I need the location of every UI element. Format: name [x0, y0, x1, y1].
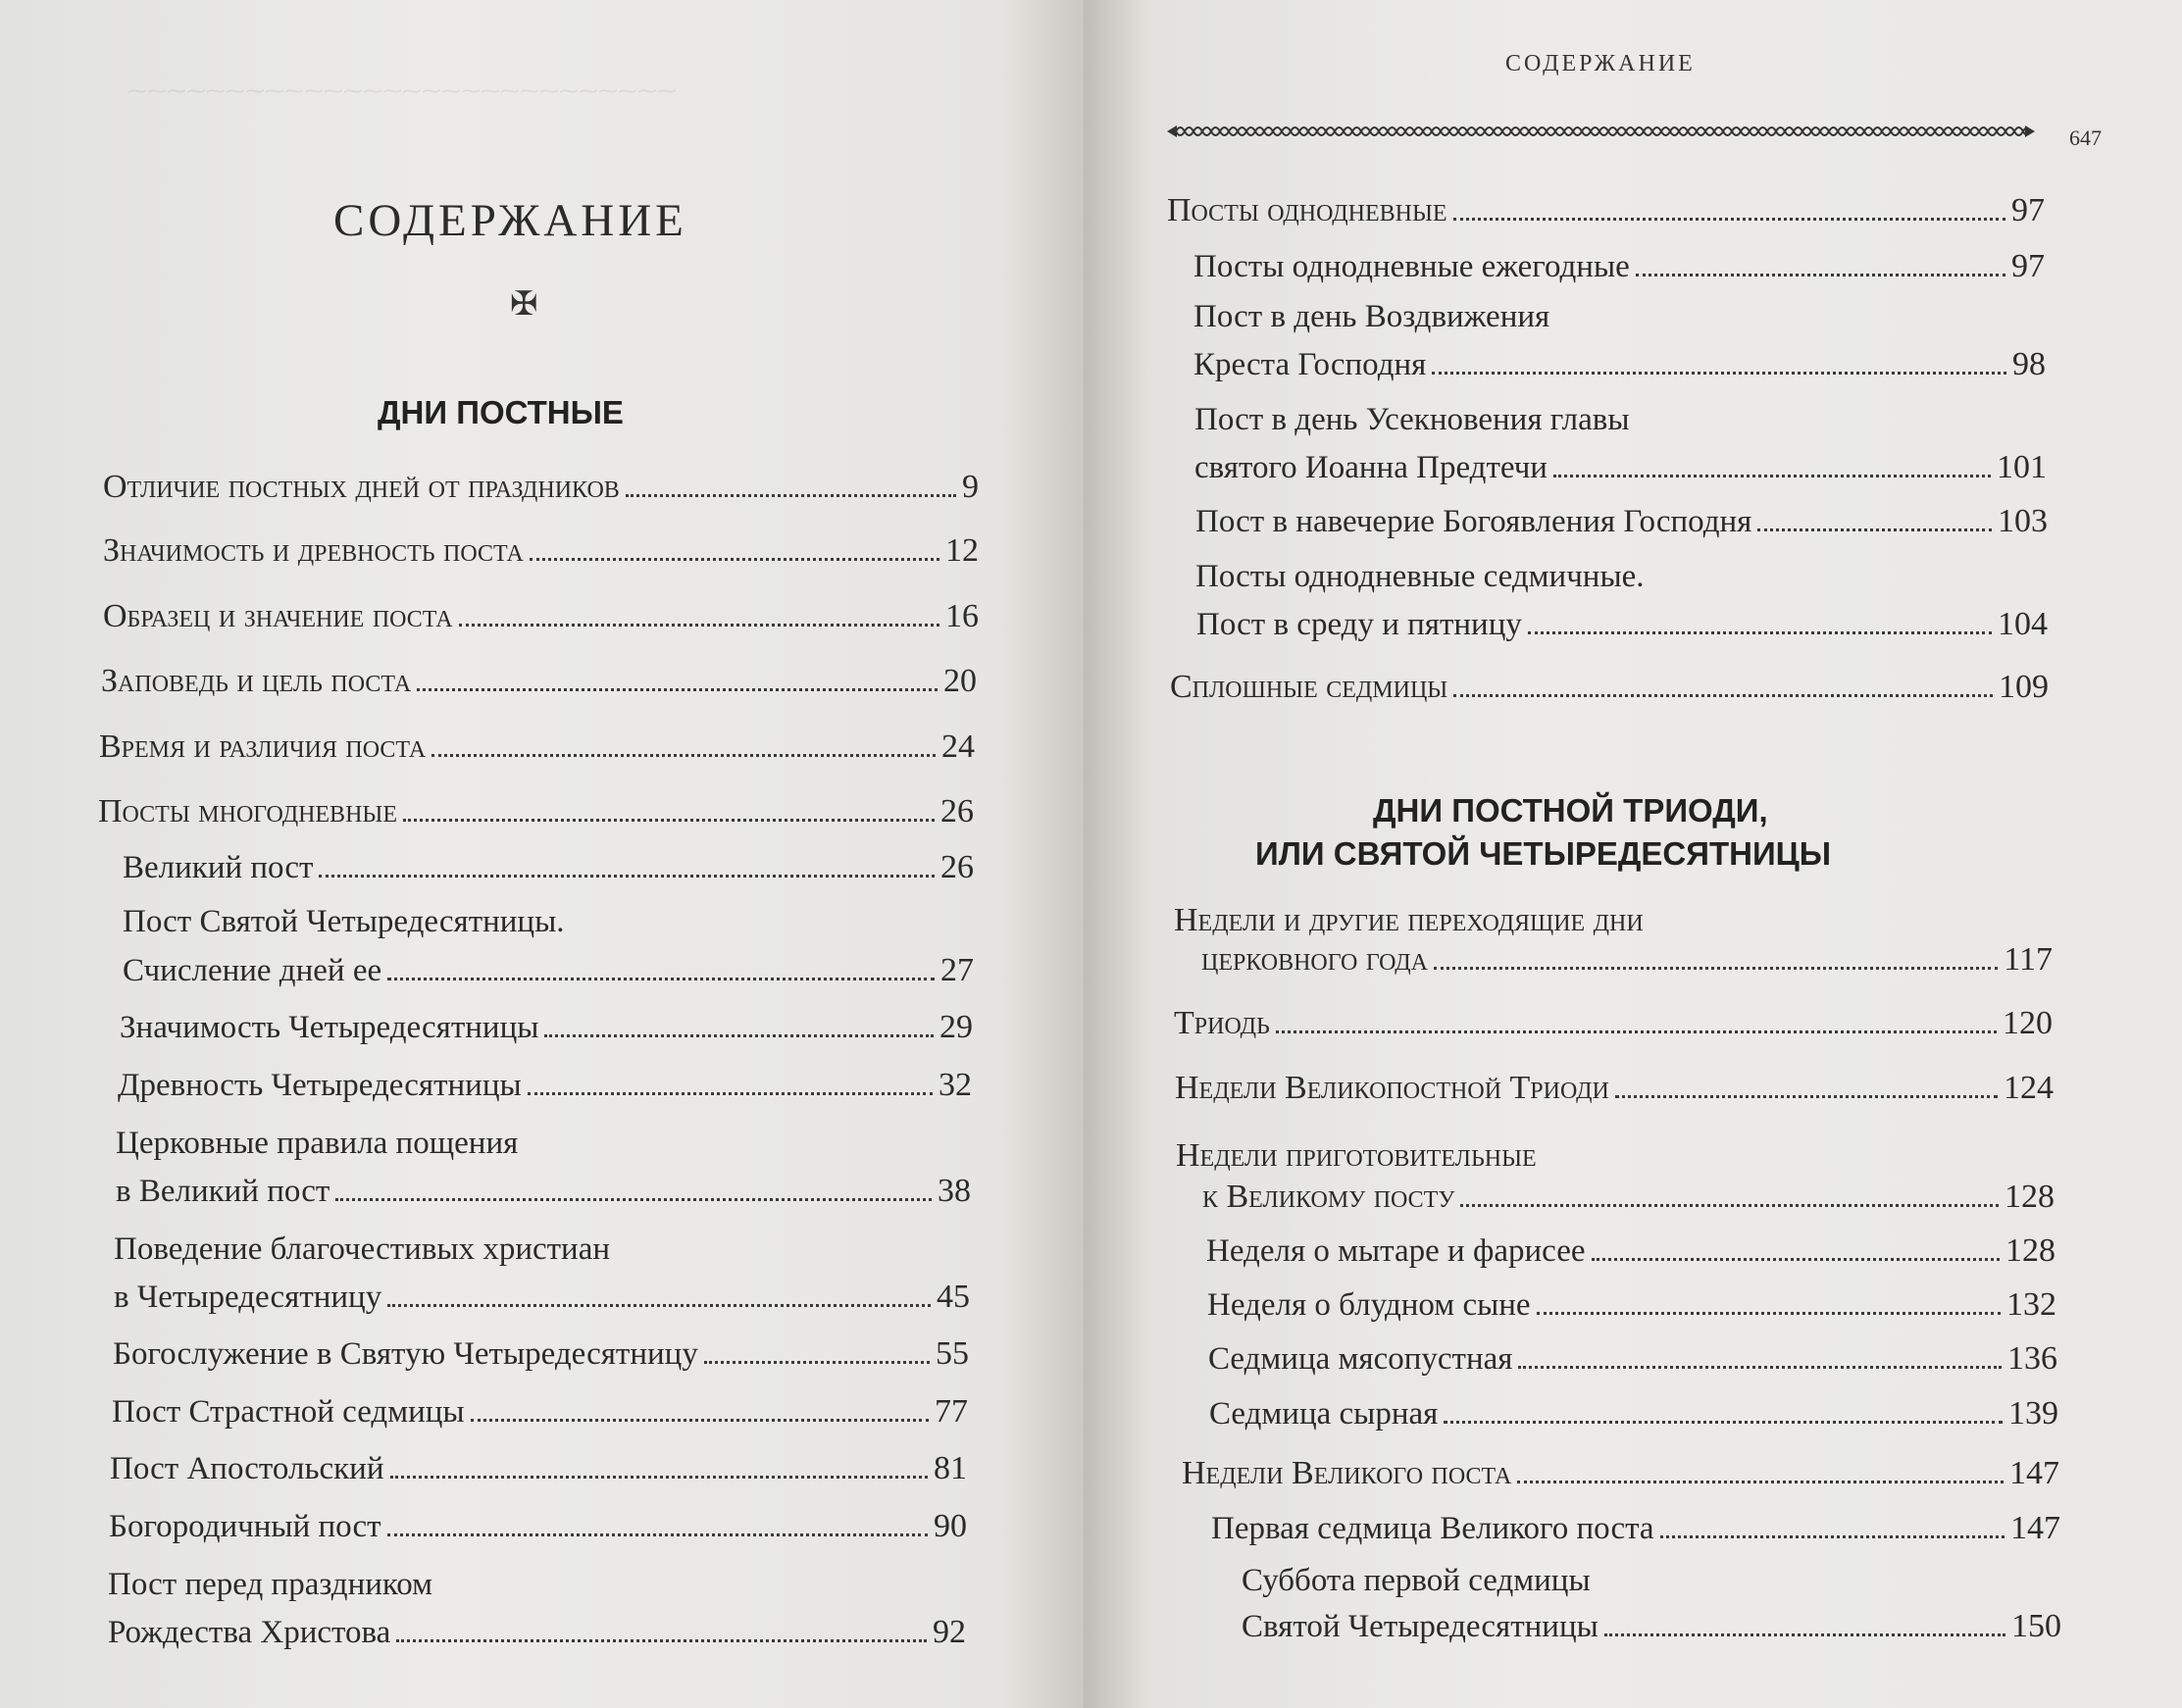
toc-entry-label: Неделя о блудном сыне: [1207, 1287, 1531, 1324]
toc-entry-page: 150: [2011, 1608, 2061, 1644]
toc-entry-page: 16: [945, 598, 979, 634]
toc-entry[interactable]: [1201, 941, 2053, 978]
leader-dots: [387, 1533, 928, 1536]
toc-entry[interactable]: [99, 728, 975, 765]
toc-entry-page: 26: [940, 849, 974, 885]
toc-entry-label: церковного года: [1201, 941, 1428, 978]
toc-entry-page: 97: [2011, 248, 2045, 284]
leader-dots: [528, 1092, 933, 1095]
toc-entry[interactable]: [114, 1279, 970, 1315]
toc-entry-label-line1: Церковные правила пощения: [116, 1126, 519, 1161]
toc-entry-label: Посты однодневные: [1167, 192, 1447, 228]
leader-dots: [1518, 1366, 2002, 1369]
toc-entry-page: 77: [935, 1393, 968, 1430]
toc-entry-label-line1: Пост Святой Четыредесятницы.: [123, 904, 565, 939]
leader-dots: [459, 624, 939, 627]
bleed-through-text: ⁓⁓⁓⁓⁓⁓⁓⁓⁓⁓⁓⁓⁓⁓⁓⁓⁓⁓⁓⁓⁓⁓⁓⁓⁓⁓⁓⁓: [127, 80, 677, 102]
toc-entry-label: Заповедь и цель поста: [101, 663, 412, 699]
toc-entry-page: 20: [943, 663, 977, 699]
toc-entry-page: 9: [962, 469, 979, 505]
toc-entry-page: 26: [940, 793, 974, 829]
toc-entry[interactable]: [1242, 1608, 2061, 1644]
leader-dots: [387, 978, 935, 980]
toc-entry-label: Пост в навечерие Богоявления Господня: [1195, 504, 1752, 540]
leader-dots: [1757, 528, 1992, 531]
toc-entry-page: 55: [936, 1335, 969, 1372]
leader-dots: [387, 1304, 931, 1307]
leader-dots: [704, 1361, 930, 1364]
page-title: СОДЕРЖАНИЕ: [333, 195, 687, 246]
toc-entry[interactable]: [110, 1450, 967, 1486]
toc-entry-page: 29: [939, 1009, 973, 1045]
toc-entry-label: Образец и значение поста: [103, 598, 453, 634]
toc-entry-label-line1: Посты однодневные седмичные.: [1195, 559, 1645, 594]
toc-entry-page: 24: [941, 728, 975, 765]
toc-entry[interactable]: [118, 1067, 972, 1103]
leader-dots: [1434, 967, 1998, 970]
toc-entry[interactable]: [1207, 1286, 2056, 1323]
page-number: 647: [2069, 126, 2102, 150]
toc-entry-label: Пост Страстной седмицы: [112, 1394, 465, 1431]
toc-entry-page: 90: [934, 1508, 967, 1544]
toc-entry-label: Недели Великопостной Триоди: [1175, 1070, 1609, 1106]
toc-entry-label: Седмица сырная: [1209, 1396, 1439, 1432]
toc-entry-label: Пост Апостольский: [110, 1451, 384, 1487]
toc-entry[interactable]: [101, 663, 977, 699]
leader-dots: [626, 494, 956, 497]
toc-entry-label: Триодь: [1174, 1005, 1270, 1041]
toc-entry[interactable]: [1208, 1340, 2057, 1377]
toc-entry-page: 128: [2004, 1179, 2055, 1215]
toc-entry[interactable]: [1182, 1455, 2059, 1491]
toc-entry-page: 132: [2006, 1286, 2056, 1323]
section-title-triodion-line2: ИЛИ СВЯТОЙ ЧЕТЫРЕДЕСЯТНИЦЫ: [1255, 835, 1832, 872]
toc-entry-label: Время и различия поста: [99, 728, 427, 765]
toc-entry-page: 139: [2008, 1395, 2058, 1432]
section-title-fasting-days: ДНИ ПОСТНЫЕ: [378, 394, 624, 430]
toc-entry-page: 101: [1997, 449, 2047, 485]
toc-entry-label: Отличие постных дней от праздников: [103, 469, 620, 505]
leader-dots: [1453, 218, 2005, 221]
toc-entry[interactable]: [103, 469, 979, 505]
leader-dots: [1276, 1030, 1997, 1033]
toc-entry-label-line1: Пост в день Усекновения главы: [1194, 402, 1630, 437]
leader-dots: [1432, 372, 2006, 375]
toc-entry[interactable]: [123, 849, 974, 885]
toc-entry[interactable]: [1193, 346, 2046, 382]
toc-entry-label: Великий пост: [123, 850, 314, 886]
toc-entry[interactable]: [120, 1009, 973, 1045]
toc-entry-page: 117: [2004, 941, 2053, 978]
toc-entry-label: Неделя о мытаре и фарисее: [1206, 1233, 1586, 1270]
toc-entry-page: 97: [2011, 192, 2045, 228]
toc-entry-page: 120: [2003, 1005, 2053, 1041]
toc-entry-label: Значимость Четыредесятницы: [120, 1010, 539, 1046]
leader-dots: [471, 1419, 929, 1422]
section-title-triodion-line1: ДНИ ПОСТНОЙ ТРИОДИ,: [1373, 792, 1768, 829]
toc-entry[interactable]: [1170, 669, 2049, 705]
toc-entry-label-line1: Суббота первой седмицы: [1242, 1563, 1591, 1598]
toc-entry-label: Пост в среду и пятницу: [1196, 607, 1522, 643]
toc-entry-page: 81: [934, 1450, 967, 1486]
leader-dots: [1453, 694, 1993, 697]
toc-entry-label: Седмица мясопустная: [1208, 1341, 1513, 1378]
decorative-rule-icon: [1167, 122, 2035, 141]
leader-dots: [544, 1034, 934, 1037]
leader-dots: [1660, 1535, 2004, 1538]
toc-entry-label-line1: Недели и другие переходящие дни: [1174, 902, 1644, 938]
toc-entry-page: 32: [939, 1067, 972, 1103]
toc-entry-label: Святой Четыредесятницы: [1242, 1609, 1598, 1645]
leader-dots: [431, 754, 936, 757]
toc-entry-label-line1: Пост в день Воздвижения: [1193, 299, 1550, 334]
toc-entry-label: Счисление дней ее: [123, 953, 382, 989]
toc-entry[interactable]: [1206, 1232, 2055, 1269]
leader-dots: [1636, 274, 2005, 276]
toc-entry-label: Недели Великого поста: [1182, 1455, 1512, 1491]
toc-entry[interactable]: [1209, 1395, 2058, 1432]
toc-entry[interactable]: [1167, 192, 2045, 228]
leader-dots: [403, 819, 935, 822]
toc-entry-page: 27: [940, 952, 974, 988]
leader-dots: [1553, 475, 1991, 477]
toc-entry-page: 147: [2009, 1455, 2059, 1491]
leader-dots: [1460, 1204, 1999, 1207]
leader-dots: [390, 1476, 928, 1479]
toc-entry-label-line1: Пост перед праздником: [108, 1567, 432, 1602]
leader-dots: [335, 1198, 932, 1201]
toc-entry[interactable]: [98, 793, 974, 829]
toc-entry[interactable]: [103, 532, 979, 569]
toc-entry-label: Креста Господня: [1193, 347, 1427, 383]
toc-entry-label: в Четыредесятницу: [114, 1280, 382, 1316]
leader-dots: [1528, 631, 1992, 634]
leader-dots: [1592, 1258, 2001, 1261]
leader-dots: [396, 1639, 927, 1642]
toc-entry[interactable]: [1196, 606, 2048, 642]
toc-entry-page: 92: [933, 1614, 966, 1650]
toc-entry[interactable]: [1202, 1179, 2055, 1215]
toc-entry-label: к Великому посту: [1202, 1179, 1455, 1215]
leader-dots: [1537, 1312, 2001, 1315]
toc-entry-label: Значимость и древность поста: [103, 532, 524, 569]
toc-entry-label-line1: Поведение благочестивых христиан: [114, 1231, 611, 1267]
leader-dots: [417, 688, 938, 691]
toc-entry-page: 98: [2012, 346, 2046, 382]
toc-entry-label: святого Иоанна Предтечи: [1194, 450, 1548, 486]
toc-entry[interactable]: [112, 1393, 968, 1430]
toc-entry[interactable]: [1211, 1510, 2060, 1546]
toc-entry-label: Посты однодневные ежегодные: [1193, 249, 1630, 285]
toc-entry-page: 45: [937, 1279, 970, 1315]
toc-entry[interactable]: [103, 598, 979, 634]
toc-entry-label: Богослужение в Святую Четыредесятницу: [113, 1336, 698, 1373]
toc-entry-page: 109: [1999, 669, 2049, 705]
toc-entry-label: Рождества Христова: [108, 1615, 391, 1651]
leader-dots: [1615, 1095, 1998, 1098]
leader-dots: [1604, 1633, 2005, 1636]
toc-entry-page: 12: [945, 532, 979, 569]
toc-entry-label: Древность Четыредесятницы: [118, 1068, 522, 1104]
toc-entry-page: 104: [1998, 606, 2048, 642]
leader-dots: [1517, 1481, 2004, 1483]
toc-entry[interactable]: [113, 1335, 969, 1372]
toc-entry[interactable]: [1195, 503, 2048, 539]
toc-entry[interactable]: [1175, 1070, 2054, 1106]
toc-entry[interactable]: [1194, 449, 2047, 485]
toc-entry-label: Богородичный пост: [109, 1509, 381, 1545]
toc-entry-page: 147: [2010, 1510, 2060, 1546]
toc-entry[interactable]: [108, 1614, 966, 1650]
toc-entry-label: Посты многодневные: [98, 793, 397, 829]
leader-dots: [1444, 1421, 2003, 1424]
leader-dots: [530, 558, 939, 561]
toc-entry[interactable]: [116, 1173, 971, 1209]
cross-ornament-icon: ✠: [510, 286, 538, 323]
toc-entry-page: 38: [938, 1173, 971, 1209]
toc-entry-label-line1: Недели приготовительные: [1176, 1137, 1537, 1174]
running-head: СОДЕРЖАНИЕ: [1505, 51, 1696, 76]
toc-entry-label: Первая седмица Великого поста: [1211, 1511, 1654, 1547]
toc-entry-label: Сплошные седмицы: [1170, 669, 1448, 705]
toc-entry-page: 136: [2007, 1340, 2057, 1377]
toc-entry[interactable]: [123, 952, 974, 988]
toc-entry[interactable]: [1193, 248, 2045, 284]
toc-entry-label: в Великий пост: [116, 1174, 330, 1210]
toc-entry-page: 124: [2004, 1070, 2054, 1106]
toc-entry-page: 128: [2005, 1232, 2055, 1269]
toc-entry-page: 103: [1998, 503, 2048, 539]
toc-entry[interactable]: [109, 1508, 967, 1544]
toc-entry[interactable]: [1174, 1005, 2053, 1041]
leader-dots: [319, 875, 935, 878]
